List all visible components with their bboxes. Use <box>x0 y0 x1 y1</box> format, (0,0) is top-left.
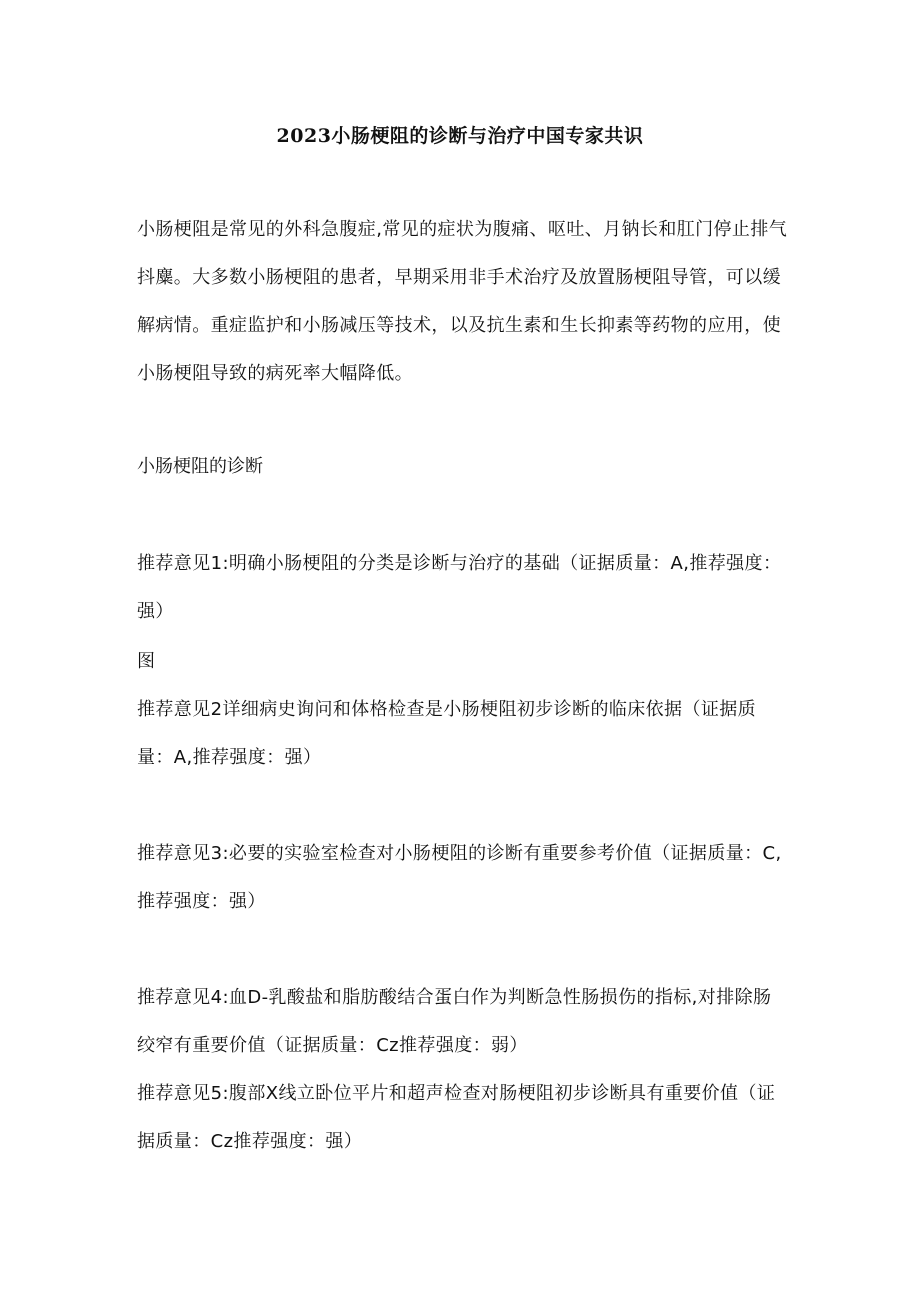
intro-paragraph: 小肠梗阻是常见的外科急腹症,常见的症状为腹痛、呕吐、月钠长和肛门停止排气抖麋。大多数小肠梗阻的患者，早期采用非手术治疗及放置肠梗阻导管，可以缓解病情。重症监护和小肠减压等技术，以及抗生素和生长抑素等药物的应用，使小肠梗阻导致的病死率大幅降低。 <box>137 219 788 384</box>
document-title: 2023小肠梗阻的诊断与治疗中国专家共识 <box>276 125 644 147</box>
section-heading: 小肠梗阻的诊断 <box>137 456 263 477</box>
recommendation-1: 推荐意见1:明确小肠梗阻的分类是诊断与治疗的基础（证据质量：A,推荐强度：强） <box>137 553 782 622</box>
recommendation-2: 推荐意见2详细病史询问和体格检查是小肠梗阻初步诊断的临床依据（证据质量：A,推荐强度：强） <box>137 699 757 768</box>
recommendation-4: 推荐意见4:血D-乳酸盐和脂肪酸结合蛋白作为判断急性肠损伤的指标,对排除肠绞窄有重要价值（证据质量：Cz推荐强度：弱） <box>137 987 772 1056</box>
figure-label: 图 <box>137 651 155 672</box>
recommendation-3: 推荐意见3:必要的实验室检查对小肠梗阻的诊断有重要参考价值（证据质量：C,推荐强度：强） <box>137 843 782 912</box>
recommendation-5: 推荐意见5:腹部X线立卧位平片和超声检查对肠梗阻初步诊断具有重要价值（证据质量：Cz推荐强度：强） <box>137 1083 776 1152</box>
